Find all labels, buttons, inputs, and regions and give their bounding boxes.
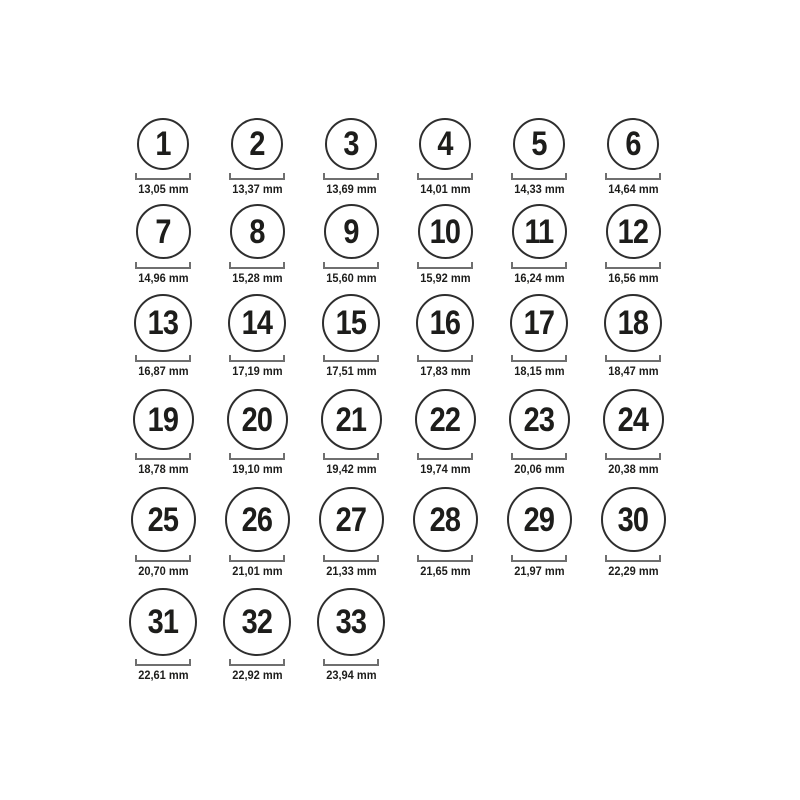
ring-number: 18 <box>617 304 649 342</box>
ring-number: 2 <box>249 125 265 163</box>
ring-circle <box>322 294 380 352</box>
diameter-measure-line <box>323 453 379 460</box>
diameter-measure-line <box>605 262 661 269</box>
ring-circle <box>131 487 196 552</box>
ring-number: 7 <box>155 212 171 251</box>
ring-number: 25 <box>147 500 179 539</box>
measure-bar <box>137 360 189 362</box>
ring-diameter-label: 20,70 mm <box>137 564 189 578</box>
ring-circle <box>513 118 565 170</box>
measure-bar <box>607 267 659 269</box>
diameter-measure-line <box>323 555 379 562</box>
ring-row <box>116 118 680 196</box>
diameter-measure-line <box>511 355 567 362</box>
ring-number: 26 <box>241 500 273 539</box>
ring-row <box>116 389 680 476</box>
diameter-measure-line <box>229 262 285 269</box>
ring-circle <box>607 118 659 170</box>
ring-number: 27 <box>335 500 367 539</box>
measure-bar <box>513 360 565 362</box>
ring-size-grid <box>116 0 680 800</box>
ring-diameter-label: 21,33 mm <box>325 564 377 578</box>
ring-circle <box>134 294 192 352</box>
measure-bar <box>231 560 283 562</box>
ring-size-item <box>304 588 398 682</box>
diameter-measure-line <box>323 659 379 666</box>
ring-number: 17 <box>523 304 555 342</box>
ring-size-item <box>116 294 210 378</box>
measure-bar <box>325 360 377 362</box>
diameter-measure-line <box>605 173 661 180</box>
measure-bar <box>607 458 659 460</box>
ring-size-item <box>116 389 210 476</box>
measure-bar <box>137 560 189 562</box>
ring-size-item <box>492 487 586 578</box>
ring-number: 33 <box>335 603 367 641</box>
ring-diameter-label: 22,92 mm <box>231 668 283 682</box>
diameter-measure-line <box>323 173 379 180</box>
measure-bar <box>325 458 377 460</box>
ring-number: 20 <box>241 400 273 439</box>
ring-circle <box>136 204 191 259</box>
ring-number: 3 <box>343 125 359 163</box>
measure-bar <box>137 458 189 460</box>
ring-size-item <box>304 389 398 476</box>
ring-circle <box>415 389 476 450</box>
diameter-measure-line <box>605 355 661 362</box>
ring-diameter-label: 14,01 mm <box>419 182 471 196</box>
ring-diameter-label: 14,64 mm <box>607 182 659 196</box>
diameter-measure-line <box>511 262 567 269</box>
diameter-measure-line <box>605 453 661 460</box>
ring-number: 31 <box>147 603 179 641</box>
ring-number: 5 <box>531 125 547 163</box>
ring-number: 10 <box>429 212 461 251</box>
ring-size-item <box>210 487 304 578</box>
ring-size-item <box>398 118 492 196</box>
ring-size-item <box>586 389 680 476</box>
ring-size-item <box>398 389 492 476</box>
ring-diameter-label: 21,65 mm <box>419 564 471 578</box>
ring-circle <box>319 487 384 552</box>
ring-number: 15 <box>335 304 367 342</box>
ring-number: 22 <box>429 400 461 439</box>
diameter-measure-line <box>135 262 191 269</box>
ring-size-item <box>210 588 304 682</box>
ring-diameter-label: 16,56 mm <box>607 271 659 285</box>
ring-diameter-label: 17,51 mm <box>325 364 377 378</box>
ring-circle <box>225 487 290 552</box>
measure-bar <box>513 267 565 269</box>
ring-diameter-label: 17,83 mm <box>419 364 471 378</box>
ring-circle <box>509 389 570 450</box>
ring-diameter-label: 14,33 mm <box>513 182 565 196</box>
ring-size-item <box>492 389 586 476</box>
ring-circle <box>324 204 379 259</box>
ring-number: 19 <box>147 400 179 439</box>
ring-size-item <box>116 118 210 196</box>
ring-circle <box>231 118 283 170</box>
ring-row <box>116 487 680 578</box>
diameter-measure-line <box>135 355 191 362</box>
ring-circle <box>601 487 666 552</box>
ring-diameter-label: 20,06 mm <box>513 462 565 476</box>
measure-bar <box>137 178 189 180</box>
ring-size-item <box>398 294 492 378</box>
ring-circle <box>228 294 286 352</box>
ring-circle <box>512 204 567 259</box>
ring-circle <box>133 389 194 450</box>
measure-bar <box>607 560 659 562</box>
ring-circle <box>604 294 662 352</box>
diameter-measure-line <box>229 453 285 460</box>
diameter-measure-line <box>417 355 473 362</box>
ring-number: 29 <box>523 500 555 539</box>
diameter-measure-line <box>323 262 379 269</box>
ring-circle <box>507 487 572 552</box>
ring-circle <box>317 588 385 656</box>
ring-diameter-label: 19,42 mm <box>325 462 377 476</box>
ring-diameter-label: 21,97 mm <box>513 564 565 578</box>
measure-bar <box>231 664 283 666</box>
ring-size-item <box>586 294 680 378</box>
ring-circle <box>510 294 568 352</box>
measure-bar <box>325 560 377 562</box>
ring-circle <box>418 204 473 259</box>
ring-number: 32 <box>241 603 273 641</box>
ring-diameter-label: 15,92 mm <box>419 271 471 285</box>
measure-bar <box>231 178 283 180</box>
ring-circle <box>137 118 189 170</box>
measure-bar <box>513 560 565 562</box>
ring-number: 12 <box>617 212 649 251</box>
ring-circle <box>325 118 377 170</box>
measure-bar <box>513 458 565 460</box>
diameter-measure-line <box>417 173 473 180</box>
ring-size-item <box>492 118 586 196</box>
ring-size-item <box>304 294 398 378</box>
diameter-measure-line <box>417 555 473 562</box>
ring-circle <box>606 204 661 259</box>
diameter-measure-line <box>135 659 191 666</box>
ring-number: 21 <box>335 400 367 439</box>
measure-bar <box>419 560 471 562</box>
measure-bar <box>607 360 659 362</box>
ring-number: 14 <box>241 304 273 342</box>
ring-diameter-label: 18,47 mm <box>607 364 659 378</box>
ring-size-item <box>304 118 398 196</box>
measure-bar <box>419 267 471 269</box>
ring-diameter-label: 23,94 mm <box>325 668 377 682</box>
ring-diameter-label: 13,05 mm <box>137 182 189 196</box>
measure-bar <box>137 267 189 269</box>
ring-number: 23 <box>523 400 555 439</box>
ring-row <box>116 294 680 378</box>
measure-bar <box>325 664 377 666</box>
ring-number: 16 <box>429 304 461 342</box>
measure-bar <box>513 178 565 180</box>
ring-diameter-label: 19,74 mm <box>419 462 471 476</box>
ring-size-item <box>492 204 586 285</box>
diameter-measure-line <box>229 355 285 362</box>
diameter-measure-line <box>229 555 285 562</box>
ring-size-item <box>210 389 304 476</box>
diameter-measure-line <box>511 555 567 562</box>
ring-diameter-label: 21,01 mm <box>231 564 283 578</box>
measure-bar <box>419 458 471 460</box>
ring-circle <box>227 389 288 450</box>
ring-diameter-label: 19,10 mm <box>231 462 283 476</box>
diameter-measure-line <box>417 262 473 269</box>
diameter-measure-line <box>229 659 285 666</box>
ring-size-item <box>586 487 680 578</box>
ring-diameter-label: 22,61 mm <box>137 668 189 682</box>
ring-number: 4 <box>437 125 453 163</box>
ring-diameter-label: 22,29 mm <box>607 564 659 578</box>
ring-diameter-label: 15,60 mm <box>325 271 377 285</box>
measure-bar <box>325 267 377 269</box>
ring-number: 24 <box>617 400 649 439</box>
ring-size-item <box>304 487 398 578</box>
ring-diameter-label: 16,87 mm <box>137 364 189 378</box>
measure-bar <box>231 267 283 269</box>
ring-diameter-label: 16,24 mm <box>513 271 565 285</box>
ring-size-item <box>116 204 210 285</box>
ring-circle <box>129 588 197 656</box>
ring-number: 8 <box>249 212 265 251</box>
ring-number: 1 <box>155 125 171 163</box>
ring-number: 11 <box>524 212 554 251</box>
measure-bar <box>419 360 471 362</box>
ring-circle <box>230 204 285 259</box>
ring-circle <box>321 389 382 450</box>
ring-row <box>116 588 680 682</box>
measure-bar <box>231 360 283 362</box>
ring-diameter-label: 15,28 mm <box>231 271 283 285</box>
diameter-measure-line <box>135 173 191 180</box>
ring-number: 30 <box>617 500 649 539</box>
measure-bar <box>137 664 189 666</box>
ring-number: 9 <box>343 212 359 251</box>
ring-size-item <box>398 487 492 578</box>
ring-diameter-label: 18,15 mm <box>513 364 565 378</box>
ring-diameter-label: 13,69 mm <box>325 182 377 196</box>
ring-size-item <box>586 118 680 196</box>
measure-bar <box>231 458 283 460</box>
ring-circle <box>223 588 291 656</box>
ring-size-item <box>304 204 398 285</box>
ring-diameter-label: 18,78 mm <box>137 462 189 476</box>
ring-size-item <box>210 118 304 196</box>
ring-diameter-label: 14,96 mm <box>137 271 189 285</box>
ring-size-item <box>398 204 492 285</box>
diameter-measure-line <box>135 555 191 562</box>
ring-row <box>116 204 680 285</box>
ring-number: 28 <box>429 500 461 539</box>
ring-size-item <box>586 204 680 285</box>
diameter-measure-line <box>229 173 285 180</box>
ring-size-item <box>210 204 304 285</box>
ring-diameter-label: 20,38 mm <box>607 462 659 476</box>
ring-diameter-label: 13,37 mm <box>231 182 283 196</box>
ring-size-item <box>116 588 210 682</box>
ring-size-item <box>210 294 304 378</box>
diameter-measure-line <box>511 453 567 460</box>
diameter-measure-line <box>135 453 191 460</box>
ring-circle <box>603 389 664 450</box>
ring-circle <box>413 487 478 552</box>
ring-number: 6 <box>625 125 641 163</box>
ring-diameter-label: 17,19 mm <box>231 364 283 378</box>
measure-bar <box>419 178 471 180</box>
ring-circle <box>416 294 474 352</box>
diameter-measure-line <box>323 355 379 362</box>
ring-circle <box>419 118 471 170</box>
measure-bar <box>607 178 659 180</box>
ring-number: 13 <box>147 304 179 342</box>
ring-size-item <box>492 294 586 378</box>
ring-size-item <box>116 487 210 578</box>
diameter-measure-line <box>417 453 473 460</box>
diameter-measure-line <box>605 555 661 562</box>
diameter-measure-line <box>511 173 567 180</box>
measure-bar <box>325 178 377 180</box>
